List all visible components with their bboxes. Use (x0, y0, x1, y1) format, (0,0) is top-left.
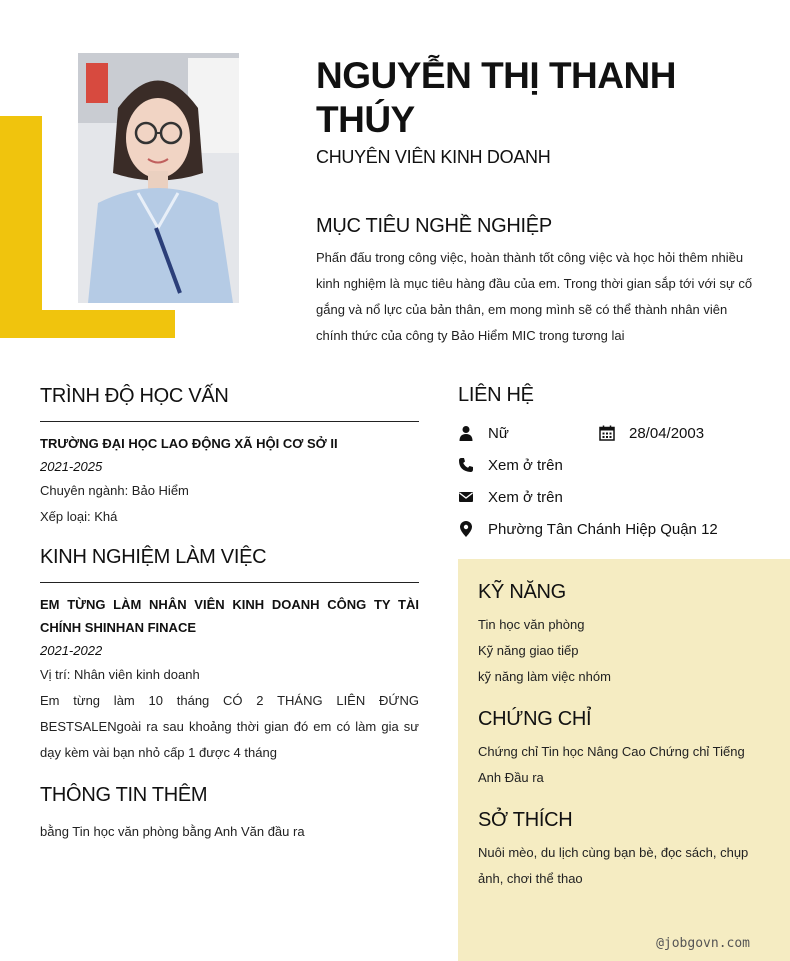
skills-heading: KỸ NĂNG (478, 581, 566, 603)
education-section (40, 385, 419, 530)
section-divider (40, 582, 419, 583)
contact-row-gender-birthday (458, 417, 778, 449)
certificates-heading: CHỨNG CHỈ (478, 708, 592, 730)
contact-heading: LIÊN HỆ (458, 384, 534, 406)
decorative-yellow-bar-vertical (0, 116, 42, 338)
objective-text: Phấn đấu trong công việc, hoàn thành tốt công việc và học hỏi thêm nhiều kinh nghiệm là mục tiêu hàng đầu của em. Trong thời gian sắp tới với sự cố gắng và nổ lực của bản thân, em mong mình sẽ có thể thành nhân viên chính thức của công ty Bảo Hiểm MIC trong tương lai (316, 250, 753, 343)
skill-item: kỹ năng làm việc nhóm (478, 669, 611, 684)
candidate-name: NGUYỄN THỊ THANH THÚY (316, 55, 676, 140)
extra-info-section (40, 784, 419, 845)
experience-position: Vị trí: Nhân viên kinh doanh (40, 667, 200, 682)
education-years: 2021-2025 (40, 459, 103, 474)
contact-section (458, 384, 778, 545)
profile-photo (78, 53, 239, 303)
mail-icon (458, 487, 488, 507)
person-icon (458, 423, 488, 443)
phone-icon (458, 455, 488, 475)
job-title: CHUYÊN VIÊN KINH DOANH (316, 147, 551, 167)
hobbies-text: Nuôi mèo, du lịch cùng bạn bè, đọc sách, chụp ảnh, chơi thể thao (478, 845, 749, 886)
experience-section (40, 546, 419, 766)
experience-years: 2021-2022 (40, 643, 103, 658)
certificates-text: Chứng chỉ Tin học Nâng Cao Chứng chỉ Tiếng Anh Đầu ra (478, 744, 745, 785)
objective-heading: MỤC TIÊU NGHỀ NGHIỆP (316, 215, 552, 237)
skill-item: Kỹ năng giao tiếp (478, 643, 579, 658)
decorative-yellow-bar-horizontal (0, 310, 175, 338)
contact-email: Xem ở trên (488, 488, 563, 506)
experience-company: EM TỪNG LÀM NHÂN VIÊN KINH DOANH CÔNG TY TÀI CHÍNH SHINHAN FINACE (40, 597, 419, 635)
location-pin-icon (458, 519, 488, 539)
contact-row-phone (458, 449, 778, 481)
side-panel (458, 559, 790, 961)
contact-birthday: 28/04/2003 (629, 424, 705, 442)
education-major: Chuyên ngành: Bảo Hiểm (40, 483, 189, 498)
calendar-icon (599, 423, 629, 443)
education-heading: TRÌNH ĐỘ HỌC VẤN (40, 385, 229, 407)
experience-description: Em từng làm 10 tháng CÓ 2 THÁNG LIÊN ĐỨNG BESTSALENgoài ra sau khoảng thời gian đó em có làm gia sư dạy kèm vài bạn nhỏ cấp 1 được 4 tháng (40, 693, 419, 760)
hobbies-heading: SỞ THÍCH (478, 809, 573, 831)
contact-row-email (458, 481, 778, 513)
extra-info-heading: THÔNG TIN THÊM (40, 784, 208, 806)
contact-phone: Xem ở trên (488, 456, 563, 474)
left-column (40, 385, 419, 845)
skill-item: Tin học văn phòng (478, 617, 585, 632)
education-school: TRƯỜNG ĐẠI HỌC LAO ĐỘNG XÃ HỘI CƠ SỞ II (40, 436, 338, 451)
contact-row-address (458, 513, 778, 545)
experience-heading: KINH NGHIỆM LÀM VIỆC (40, 546, 267, 568)
extra-info-text: bằng Tin học văn phòng bằng Anh Văn đầu ra (40, 824, 305, 839)
contact-address: Phường Tân Chánh Hiệp Quận 12 (488, 520, 718, 538)
section-divider (40, 421, 419, 422)
watermark-credit: @jobgovn.com (656, 936, 750, 951)
education-rank: Xếp loại: Khá (40, 509, 118, 524)
contact-gender: Nữ (488, 424, 509, 442)
